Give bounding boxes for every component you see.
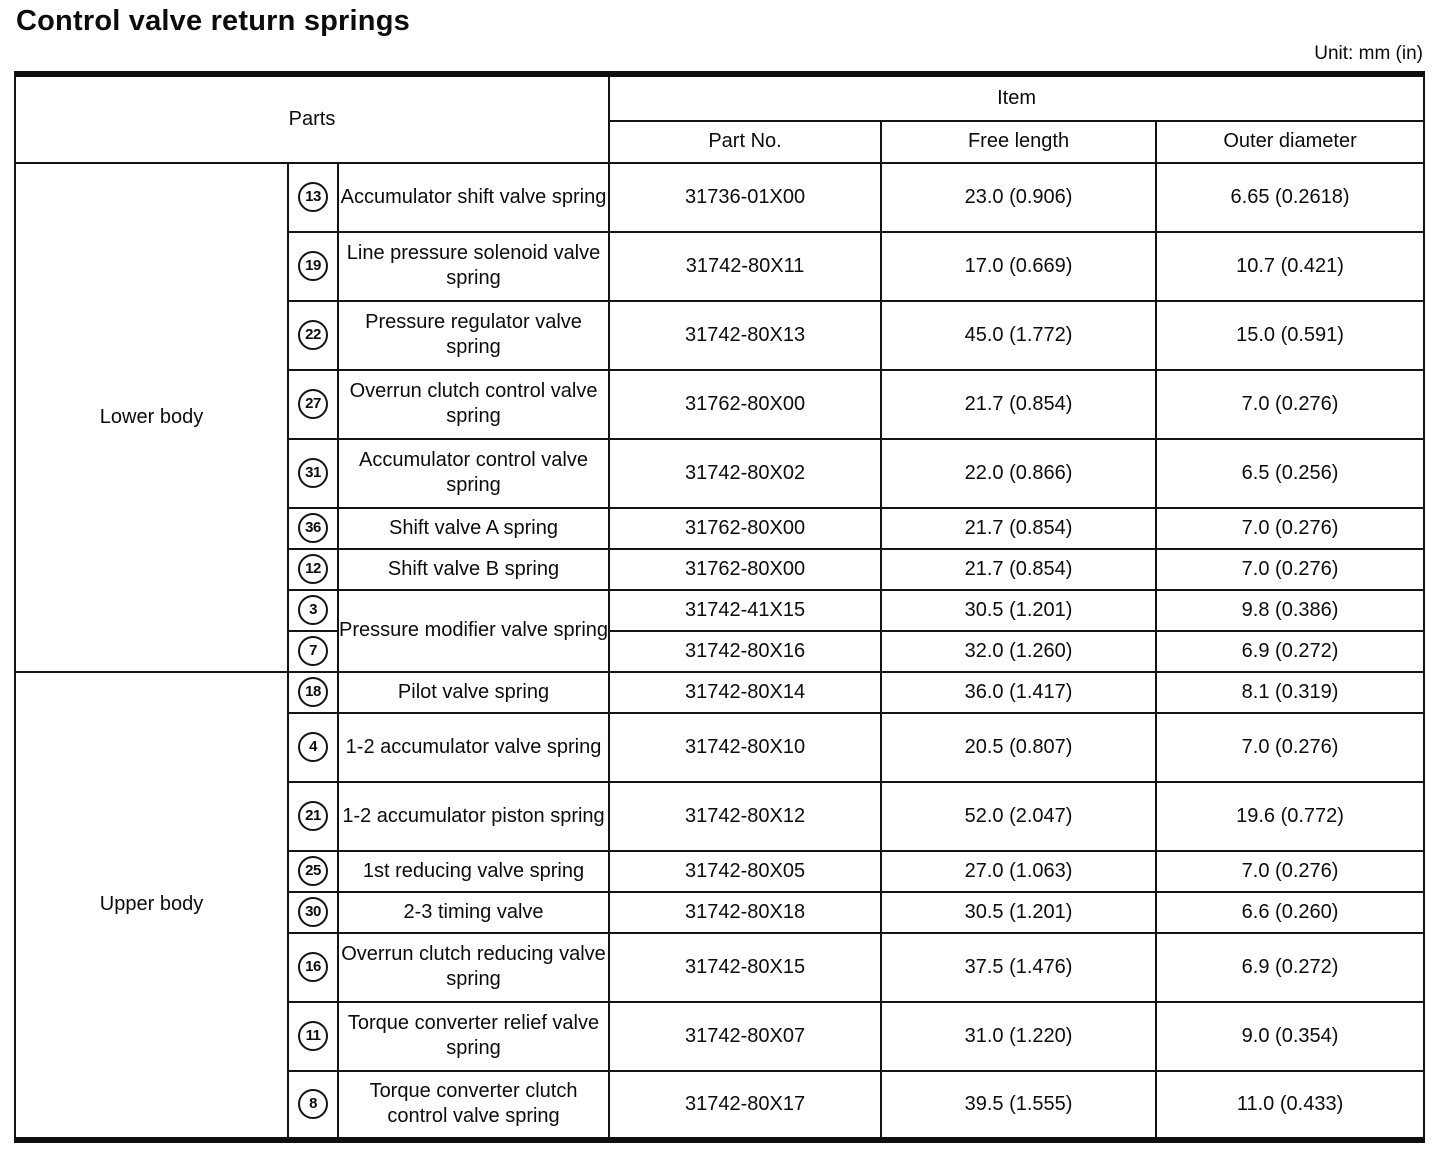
ref-number-badge: 36 xyxy=(298,513,328,543)
ref-number-badge: 18 xyxy=(298,677,328,707)
spring-name-cell: Torque converter relief valve spring xyxy=(338,1002,609,1071)
outer-diameter-cell: 9.0 (0.354) xyxy=(1156,1002,1424,1071)
ref-number-badge: 8 xyxy=(298,1089,328,1119)
spring-name-cell: Accumulator control valve spring xyxy=(338,439,609,508)
ref-number-badge: 16 xyxy=(298,952,328,982)
ref-number-badge: 12 xyxy=(298,554,328,584)
outer-diameter-cell: 6.5 (0.256) xyxy=(1156,439,1424,508)
part-no-cell: 31736-01X00 xyxy=(609,163,881,232)
unit-label: Unit: mm (in) xyxy=(1314,42,1423,64)
free-length-cell: 52.0 (2.047) xyxy=(881,782,1156,851)
ref-number-badge: 31 xyxy=(298,458,328,488)
free-length-cell: 20.5 (0.807) xyxy=(881,713,1156,782)
spring-name-cell: Pressure modifier valve spring xyxy=(338,590,609,672)
control-valve-return-springs-table xyxy=(14,71,1425,1143)
spring-name-cell: Pressure regulator valve spring xyxy=(338,301,609,370)
ref-number-cell xyxy=(288,301,338,370)
part-no-cell: 31742-80X16 xyxy=(609,631,881,672)
outer-diameter-cell: 8.1 (0.319) xyxy=(1156,672,1424,713)
spring-name-cell: Accumulator shift valve spring xyxy=(338,163,609,232)
outer-diameter-cell: 7.0 (0.276) xyxy=(1156,370,1424,439)
spring-name-cell: 2-3 timing valve xyxy=(338,892,609,933)
ref-number-badge: 30 xyxy=(298,897,328,927)
outer-diameter-cell: 7.0 (0.276) xyxy=(1156,549,1424,590)
header-item: Item xyxy=(609,74,1424,121)
part-no-cell: 31742-80X07 xyxy=(609,1002,881,1071)
outer-diameter-cell: 7.0 (0.276) xyxy=(1156,508,1424,549)
free-length-cell: 27.0 (1.063) xyxy=(881,851,1156,892)
ref-number-cell xyxy=(288,892,338,933)
ref-number-cell xyxy=(288,370,338,439)
part-no-cell: 31762-80X00 xyxy=(609,549,881,590)
spring-name-cell: 1-2 accumulator piston spring xyxy=(338,782,609,851)
ref-number-badge: 27 xyxy=(298,389,328,419)
table-row xyxy=(15,672,1424,713)
free-length-cell: 21.7 (0.854) xyxy=(881,549,1156,590)
free-length-cell: 21.7 (0.854) xyxy=(881,508,1156,549)
ref-number-cell xyxy=(288,590,338,631)
ref-number-badge: 4 xyxy=(298,732,328,762)
springs-table-body xyxy=(15,163,1424,1140)
part-no-cell: 31762-80X00 xyxy=(609,508,881,549)
header-outer-diameter: Outer diameter xyxy=(1156,121,1424,163)
outer-diameter-cell: 15.0 (0.591) xyxy=(1156,301,1424,370)
part-no-cell: 31742-80X14 xyxy=(609,672,881,713)
header-free-length: Free length xyxy=(881,121,1156,163)
free-length-cell: 39.5 (1.555) xyxy=(881,1071,1156,1140)
outer-diameter-cell: 6.9 (0.272) xyxy=(1156,933,1424,1002)
ref-number-cell xyxy=(288,1071,338,1140)
ref-number-cell xyxy=(288,232,338,301)
body-section-label: Lower body xyxy=(15,163,288,672)
ref-number-cell xyxy=(288,713,338,782)
free-length-cell: 30.5 (1.201) xyxy=(881,892,1156,933)
outer-diameter-cell: 7.0 (0.276) xyxy=(1156,851,1424,892)
free-length-cell: 37.5 (1.476) xyxy=(881,933,1156,1002)
outer-diameter-cell: 7.0 (0.276) xyxy=(1156,713,1424,782)
ref-number-badge: 13 xyxy=(298,182,328,212)
part-no-cell: 31742-80X11 xyxy=(609,232,881,301)
ref-number-cell xyxy=(288,672,338,713)
outer-diameter-cell: 10.7 (0.421) xyxy=(1156,232,1424,301)
outer-diameter-cell: 6.65 (0.2618) xyxy=(1156,163,1424,232)
ref-number-cell xyxy=(288,782,338,851)
spring-name-cell: Overrun clutch control valve spring xyxy=(338,370,609,439)
page-title: Control valve return springs xyxy=(16,5,410,37)
outer-diameter-cell: 6.9 (0.272) xyxy=(1156,631,1424,672)
table-row xyxy=(15,163,1424,232)
ref-number-cell xyxy=(288,549,338,590)
free-length-cell: 45.0 (1.772) xyxy=(881,301,1156,370)
ref-number-badge: 25 xyxy=(298,856,328,886)
spring-name-cell: Shift valve B spring xyxy=(338,549,609,590)
ref-number-badge: 11 xyxy=(298,1021,328,1051)
ref-number-badge: 22 xyxy=(298,320,328,350)
spring-name-cell: Overrun clutch reducing valve spring xyxy=(338,933,609,1002)
outer-diameter-cell: 11.0 (0.433) xyxy=(1156,1071,1424,1140)
part-no-cell: 31742-80X15 xyxy=(609,933,881,1002)
body-section-label: Upper body xyxy=(15,672,288,1140)
spring-name-cell: Line pressure solenoid valve spring xyxy=(338,232,609,301)
part-no-cell: 31742-80X10 xyxy=(609,713,881,782)
table-header xyxy=(15,74,1424,163)
ref-number-badge: 21 xyxy=(298,801,328,831)
free-length-cell: 30.5 (1.201) xyxy=(881,590,1156,631)
spring-name-cell: 1st reducing valve spring xyxy=(338,851,609,892)
free-length-cell: 36.0 (1.417) xyxy=(881,672,1156,713)
ref-number-badge: 19 xyxy=(298,251,328,281)
ref-number-badge: 7 xyxy=(298,636,328,666)
spring-name-cell: Torque converter clutch control valve spring xyxy=(338,1071,609,1140)
ref-number-cell xyxy=(288,508,338,549)
free-length-cell: 23.0 (0.906) xyxy=(881,163,1156,232)
header-part-no: Part No. xyxy=(609,121,881,163)
ref-number-cell xyxy=(288,439,338,508)
part-no-cell: 31742-80X12 xyxy=(609,782,881,851)
free-length-cell: 21.7 (0.854) xyxy=(881,370,1156,439)
spring-name-cell: Pilot valve spring xyxy=(338,672,609,713)
part-no-cell: 31742-41X15 xyxy=(609,590,881,631)
spring-name-cell: Shift valve A spring xyxy=(338,508,609,549)
ref-number-badge: 3 xyxy=(298,595,328,625)
ref-number-cell xyxy=(288,1002,338,1071)
part-no-cell: 31742-80X02 xyxy=(609,439,881,508)
ref-number-cell xyxy=(288,163,338,232)
header-row-top xyxy=(15,74,1424,121)
outer-diameter-cell: 19.6 (0.772) xyxy=(1156,782,1424,851)
ref-number-cell xyxy=(288,933,338,1002)
spring-name-cell: 1-2 accumulator valve spring xyxy=(338,713,609,782)
free-length-cell: 22.0 (0.866) xyxy=(881,439,1156,508)
part-no-cell: 31742-80X05 xyxy=(609,851,881,892)
part-no-cell: 31742-80X13 xyxy=(609,301,881,370)
ref-number-cell xyxy=(288,851,338,892)
header-parts: Parts xyxy=(15,74,609,163)
free-length-cell: 17.0 (0.669) xyxy=(881,232,1156,301)
outer-diameter-cell: 6.6 (0.260) xyxy=(1156,892,1424,933)
part-no-cell: 31762-80X00 xyxy=(609,370,881,439)
free-length-cell: 32.0 (1.260) xyxy=(881,631,1156,672)
ref-number-cell xyxy=(288,631,338,672)
part-no-cell: 31742-80X17 xyxy=(609,1071,881,1140)
free-length-cell: 31.0 (1.220) xyxy=(881,1002,1156,1071)
outer-diameter-cell: 9.8 (0.386) xyxy=(1156,590,1424,631)
part-no-cell: 31742-80X18 xyxy=(609,892,881,933)
